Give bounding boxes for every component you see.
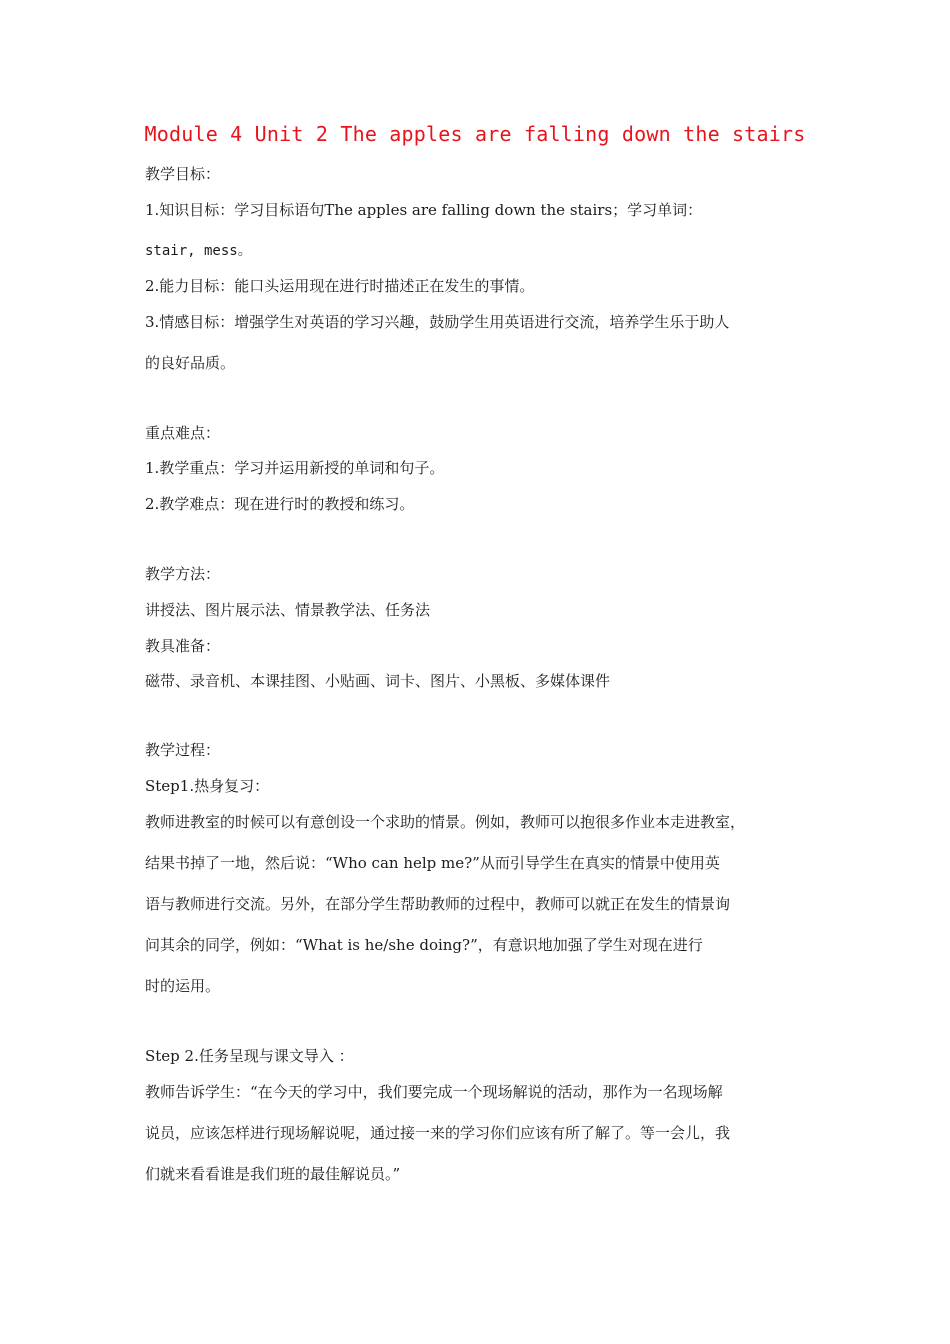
text-line: 结果书掉了一地，然后说：“Who can help me?”从而引导学生在真实的情景中使用英 bbox=[145, 854, 720, 872]
section-heading-materials: 教具准备： bbox=[145, 637, 221, 655]
text-line: 的良好品质。 bbox=[145, 354, 236, 372]
text-line: 1.知识目标：学习目标语句The apples are falling down the stairs；学习单词： bbox=[145, 201, 703, 219]
section-heading-objectives: 教学目标： bbox=[145, 165, 221, 183]
section-heading-methods: 教学方法： bbox=[145, 565, 221, 583]
text-line: 教师进教室的时候可以有意创设一个求助的情景。例如，教师可以抱很多作业本走进教室， bbox=[145, 813, 746, 831]
text-line: 磁带、录音机、本课挂图、小贴画、词卡、图片、小黑板、多媒体课件 bbox=[145, 672, 611, 690]
text-line: 教师告诉学生：“在今天的学习中，我们要完成一个现场解说的活动，那作为一名现场解 bbox=[145, 1083, 723, 1101]
text-line: 问其余的同学，例如：“What is he/she doing?”，有意识地加强了学生对现在进行 bbox=[145, 936, 703, 954]
step-heading: Step1.热身复习： bbox=[145, 777, 270, 795]
text-line: 语与教师进行交流。另外，在部分学生帮助教师的过程中，教师可以就正在发生的情景询 bbox=[145, 895, 731, 913]
text-line: 时的运用。 bbox=[145, 977, 221, 995]
section-heading-key-points: 重点难点： bbox=[145, 424, 221, 442]
text-line: 说员，应该怎样进行现场解说呢，通过接一来的学习你们应该有所了解了。等一会儿，我 bbox=[145, 1124, 731, 1142]
text-line: 2.教学难点：现在进行时的教授和练习。 bbox=[145, 495, 415, 513]
text-line: 3.情感目标：增强学生对英语的学习兴趣，鼓励学生用英语进行交流，培养学生乐于助人 bbox=[145, 313, 730, 331]
text-line: 们就来看看谁是我们班的最佳解说员。” bbox=[145, 1165, 401, 1183]
text-line: 2.能力目标：能口头运用现在进行时描述正在发生的事情。 bbox=[145, 277, 535, 295]
text-line: 讲授法、图片展示法、情景教学法、任务法 bbox=[145, 601, 431, 619]
text-line: stair, mess。 bbox=[145, 243, 252, 259]
text-line: 1.教学重点：学习并运用新授的单词和句子。 bbox=[145, 459, 445, 477]
document-title: Module 4 Unit 2 The apples are falling down the stairs bbox=[144, 122, 806, 146]
section-heading-process: 教学过程： bbox=[145, 741, 221, 759]
step-heading: Step 2.任务呈现与课文导入 ： bbox=[145, 1047, 354, 1065]
